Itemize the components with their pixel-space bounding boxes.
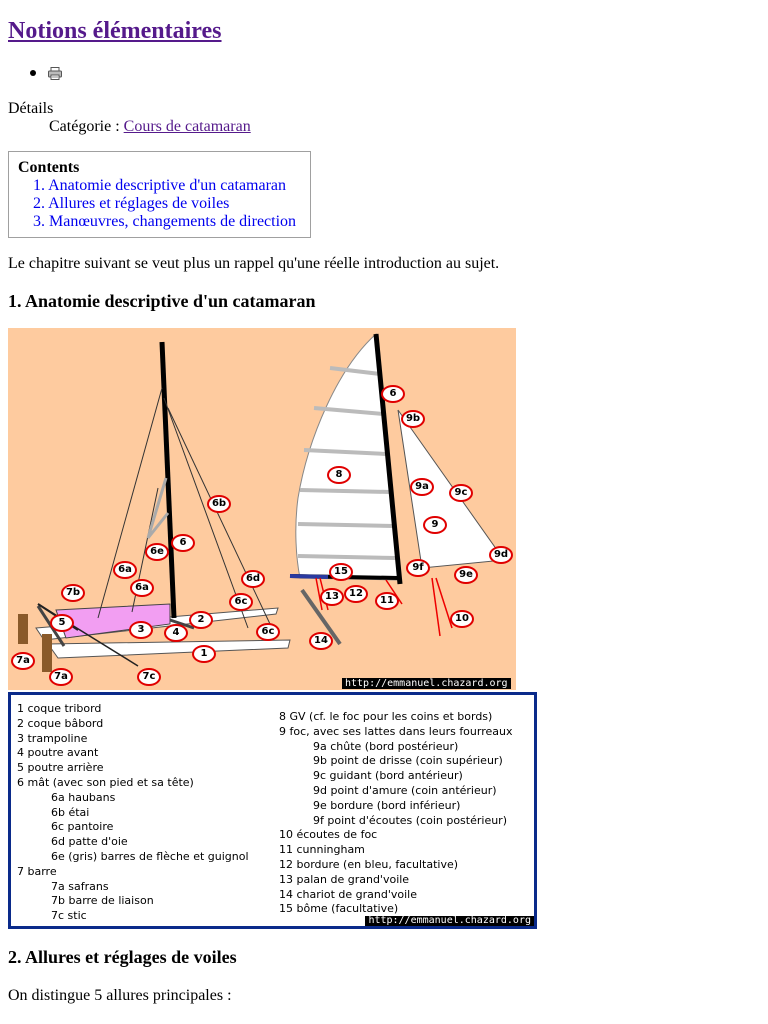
diagram-marker: 8 <box>327 466 351 484</box>
diagram-marker: 9f <box>406 559 430 577</box>
legend-item: 15 bôme (facultative) <box>279 902 399 916</box>
legend-item: 9 foc, avec ses lattes dans leurs fourreaux <box>279 724 513 738</box>
diagram-marker: 6e <box>145 543 169 561</box>
diagram-marker: 3 <box>129 621 153 639</box>
diagram-marker: 7a <box>11 652 35 670</box>
catamaran-diagram <box>8 328 516 690</box>
legend-item: 11 cunningham <box>279 843 365 857</box>
page-title-link[interactable]: Notions élémentaires <box>8 18 222 44</box>
legend-item: 2 coque bâbord <box>17 716 104 730</box>
legend-item: 9d point d'amure (coin antérieur) <box>313 783 497 797</box>
toc-item-manoeuvres[interactable]: 3. Manœuvres, changements de direction <box>33 213 297 230</box>
legend-item: 6c pantoire <box>51 820 114 834</box>
legend-item: 13 palan de grand'voile <box>279 872 410 886</box>
diagram-marker: 7b <box>61 584 85 602</box>
toc-title: Contents <box>18 159 80 176</box>
diagram-marker: 6b <box>207 495 231 513</box>
diagram-marker: 6a <box>130 579 154 597</box>
diagram-marker: 6c <box>229 593 253 611</box>
diagram-marker: 9d <box>489 546 513 564</box>
legend-item: 7c stic <box>51 909 87 923</box>
diagram-marker: 6a <box>113 561 137 579</box>
details-label: Détails <box>8 100 54 117</box>
diagram-marker: 6d <box>241 570 265 588</box>
toolbar-list <box>30 62 62 84</box>
bullet <box>30 70 36 76</box>
category-label: Catégorie : <box>49 118 124 135</box>
legend-item: 12 bordure (en bleu, facultative) <box>279 857 459 871</box>
diagram-marker: 4 <box>164 624 188 642</box>
legend-item: 5 poutre arrière <box>17 761 104 775</box>
diagram-marker: 13 <box>320 588 344 606</box>
diagram-marker: 9b <box>401 410 425 428</box>
diagram-marker: 14 <box>309 632 333 650</box>
diagram-marker: 9e <box>454 566 478 584</box>
legend-item: 9a chûte (bord postérieur) <box>313 739 459 753</box>
legend-item: 10 écoutes de foc <box>279 828 378 842</box>
legend-item: 7 barre <box>17 864 57 878</box>
legend-item: 8 GV (cf. le foc pour les coins et bords) <box>279 710 493 723</box>
toc-item-anatomie[interactable]: 1. Anatomie descriptive d'un catamaran <box>33 177 287 194</box>
legend-url-tag: http://emmanuel.chazard.org <box>365 916 534 926</box>
legend-item: 7b barre de liaison <box>51 894 154 908</box>
printer-icon[interactable] <box>48 67 62 80</box>
diagram-marker: 11 <box>375 592 399 610</box>
diagram-legend <box>8 692 537 929</box>
diagram-marker: 7c <box>137 668 161 686</box>
category-link[interactable]: Cours de catamaran <box>123 118 251 135</box>
diagram-marker: 1 <box>192 645 216 663</box>
legend-item: 3 trampoline <box>17 731 88 745</box>
legend-item: 6d patte d'oie <box>51 835 128 849</box>
legend-item: 14 chariot de grand'voile <box>279 887 417 901</box>
diagram-marker: 6 <box>171 534 195 552</box>
legend-item: 6e (gris) barres de flèche et guignol <box>51 849 249 863</box>
toc-item-allures[interactable]: 2. Allures et réglages de voiles <box>33 195 230 212</box>
section-heading-allures: 2. Allures et réglages de voiles <box>8 947 237 967</box>
page-title <box>8 16 222 46</box>
section-heading-anatomie: 1. Anatomie descriptive d'un catamaran <box>8 291 316 311</box>
diagram-marker: 5 <box>50 614 74 632</box>
legend-item: 9f point d'écoutes (coin postérieur) <box>313 813 507 827</box>
legend-item: 9b point de drisse (coin supérieur) <box>313 754 503 768</box>
legend-item: 6 mât (avec son pied et sa tête) <box>17 775 194 789</box>
diagram-marker: 10 <box>450 610 474 628</box>
diagram-marker: 7a <box>49 668 73 686</box>
diagram-marker: 2 <box>189 611 213 629</box>
legend-item: 4 poutre avant <box>17 746 99 760</box>
diagram-marker: 9 <box>423 516 447 534</box>
legend-item: 9e bordure (bord inférieur) <box>313 798 461 812</box>
legend-item: 9c guidant (bord antérieur) <box>313 769 463 783</box>
legend-column-2 <box>279 710 513 917</box>
legend-item: 6b étai <box>51 805 90 819</box>
legend-item: 1 coque tribord <box>17 702 102 715</box>
legend-item: 6a haubans <box>51 790 116 804</box>
intro-paragraph: Le chapitre suivant se veut plus un rappel qu'une réelle introduction au sujet. <box>8 255 500 272</box>
legend-column-1 <box>17 702 249 924</box>
diagram-marker: 6 <box>381 385 405 403</box>
diagram-marker: 15 <box>329 563 353 581</box>
category-line <box>49 117 251 136</box>
diagram-marker: 6c <box>256 623 280 641</box>
allures-intro: On distingue 5 allures principales : <box>8 987 232 1004</box>
table-of-contents <box>8 151 311 238</box>
diagram-marker: 9c <box>449 484 473 502</box>
diagram-marker: 12 <box>344 585 368 603</box>
legend-item: 7a safrans <box>51 879 109 893</box>
diagram-url-tag: http://emmanuel.chazard.org <box>342 678 511 689</box>
diagram-marker: 9a <box>410 478 434 496</box>
